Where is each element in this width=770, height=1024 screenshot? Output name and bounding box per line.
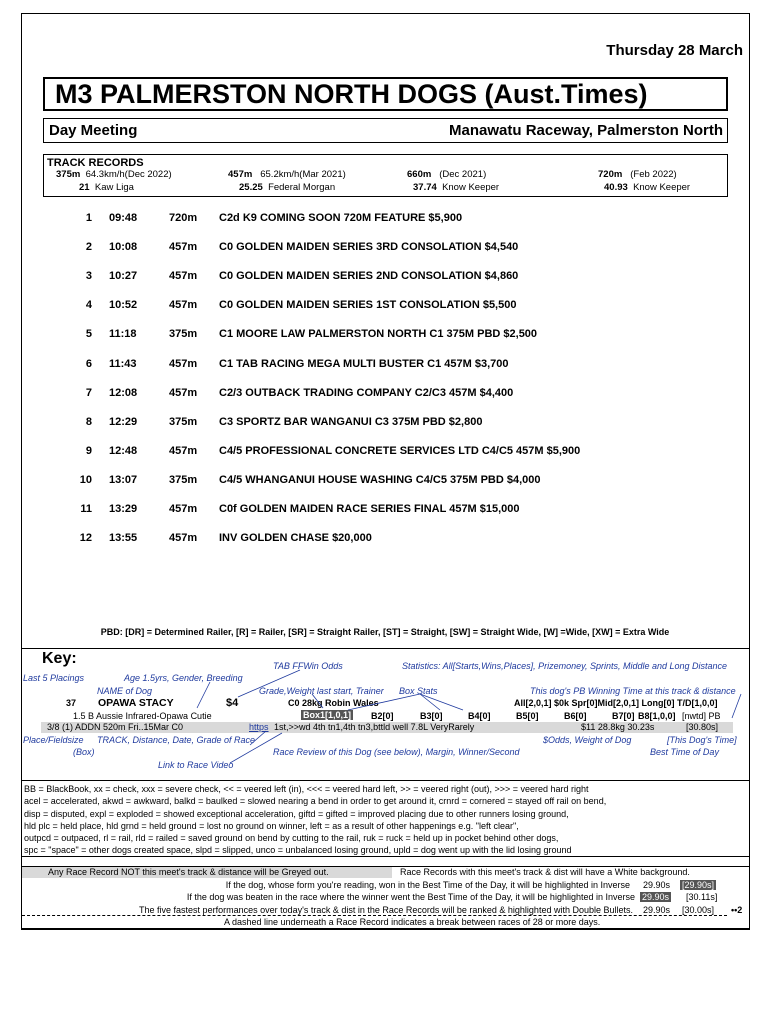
glossary-line: hld plc = held place, hld grnd = held ground = lost no ground on winner, left = as a result of other happenings e.g. "left clear", bbox=[24, 820, 519, 831]
record-speed: (Feb 2022) bbox=[630, 169, 677, 180]
example-b7: B7[0] bbox=[612, 711, 635, 721]
hint-track: TRACK, Distance, Date, Grade of Race bbox=[97, 735, 256, 745]
race-time: 13:29 bbox=[109, 503, 138, 515]
legend-won: If the dog, whose form you're reading, won in the Best Time of the Day, it will be highlighted in Inverse bbox=[225, 880, 630, 890]
race-distance: 457m bbox=[169, 270, 198, 283]
race-number: 8 bbox=[85, 415, 92, 428]
pbd-legend: PBD: [DR] = Determined Railer, [R] = Railer, [SR] = Straight Railer, [ST] = Straight, [SW] = Straight Wide, [W] =Wide, [XW] = Extra Wide bbox=[100, 627, 670, 637]
race-distance: 457m bbox=[169, 444, 198, 457]
hint-best-time: Best Time of Day bbox=[650, 747, 719, 757]
legend-white: Race Records with this meet's track & dist will have a White background. bbox=[400, 867, 690, 877]
race-name: C2/3 OUTBACK TRADING COMPANY C2/C3 457M $4,400 bbox=[219, 386, 514, 399]
glossary bbox=[21, 780, 750, 857]
arrow-tab bbox=[238, 670, 300, 697]
race-distance: 375m bbox=[169, 328, 198, 341]
glossary-line: disp = disputed, expl = exploded = showed exceptional acceleration, giftd = gifted = improved placing due to other runners losing ground, bbox=[24, 808, 569, 819]
race-time: 10:08 bbox=[109, 241, 138, 254]
record-time: 40.93 bbox=[604, 182, 628, 193]
record-speed: (Dec 2021) bbox=[439, 169, 487, 180]
dashed-separator bbox=[22, 915, 727, 916]
legend-fastest-time: 29.90s bbox=[643, 905, 671, 915]
race-number: 5 bbox=[85, 328, 92, 341]
race-name: C0f GOLDEN MAIDEN RACE SERIES FINAL 457M $15,000 bbox=[219, 503, 520, 515]
race-number: 6 bbox=[85, 357, 92, 370]
example-b2: B2[0] bbox=[371, 711, 394, 721]
race-time: 13:07 bbox=[109, 473, 138, 486]
legend-dashed: A dashed line underneath a Race Record indicates a break between races of 28 or more days. bbox=[224, 917, 601, 927]
example-review: 1st,>>wd 4th tn1,4th tn3,bttld well 7.8L VeryRarely bbox=[274, 722, 475, 732]
race-name: C1 TAB RACING MEGA MULTI BUSTER C1 457M $3,700 bbox=[219, 357, 509, 370]
arrow-box3 bbox=[420, 694, 440, 710]
record-time: 21 bbox=[79, 182, 90, 193]
example-box: 37 bbox=[66, 698, 77, 708]
race-time: 12:29 bbox=[109, 415, 138, 428]
race-name: C3 SPORTZ BAR WANGANUI C3 375M PBD $2,800 bbox=[219, 415, 483, 428]
race-name: C0 GOLDEN MAIDEN SERIES 1ST CONSOLATION $5,500 bbox=[219, 299, 517, 312]
record-speed: 65.2km/h(Mar 2021) bbox=[260, 169, 346, 180]
hint-video: Link to Race Video bbox=[158, 760, 234, 770]
race-number: 4 bbox=[85, 299, 92, 312]
race-number: 12 bbox=[79, 532, 92, 545]
example-form-line: 3/8 (1) ADDN 520m Fri..15Mar C0 bbox=[47, 722, 184, 732]
race-time: 12:48 bbox=[109, 444, 138, 457]
record-dog: Know Keeper bbox=[442, 182, 500, 193]
race-distance: 720m bbox=[169, 212, 198, 224]
race-time: 11:18 bbox=[109, 328, 137, 341]
race-number: 10 bbox=[79, 473, 92, 486]
legend-beaten-time: 29.90s bbox=[642, 892, 670, 902]
race-distance: 375m bbox=[169, 473, 198, 486]
race-distance: 375m bbox=[169, 415, 198, 428]
race-name: C4/5 WHANGANUI HOUSE WASHING C4/C5 375M PBD $4,000 bbox=[219, 473, 541, 486]
race-distance: 457m bbox=[169, 386, 198, 399]
arrow-box1 bbox=[348, 694, 420, 710]
race-distance: 457m bbox=[169, 357, 198, 370]
legend-fastest-rank: ••2 bbox=[731, 905, 743, 915]
meeting-type: Day Meeting bbox=[49, 122, 138, 139]
race-distance: 457m bbox=[169, 532, 198, 545]
hint-box: (Box) bbox=[73, 747, 95, 757]
legend-fastest-best: [30.00s] bbox=[682, 905, 715, 915]
race-time: 10:27 bbox=[109, 270, 138, 283]
example-box1: Box1[1,0,1] bbox=[303, 710, 352, 720]
example-odds-weight: $11 28.8kg 30.23s bbox=[581, 722, 655, 732]
race-name: C4/5 PROFESSIONAL CONCRETE SERVICES LTD C4/C5 457M $5,900 bbox=[219, 444, 581, 457]
race-distance: 457m bbox=[169, 299, 198, 312]
legend-beaten-best: [30.11s] bbox=[686, 892, 718, 902]
example-pb: [nwtd] PB bbox=[682, 711, 721, 721]
hint-tab-odds: TAB FFWin Odds bbox=[273, 661, 343, 671]
race-number: 7 bbox=[85, 386, 92, 399]
arrow-video bbox=[230, 733, 282, 763]
record-distance: 660m bbox=[407, 169, 432, 180]
record-time: 25.25 bbox=[239, 182, 263, 193]
hint-place: Place/Fieldsize bbox=[23, 735, 84, 745]
hint-odds-weight: $Odds, Weight of Dog bbox=[543, 735, 632, 745]
track-records-heading: TRACK RECORDS bbox=[47, 157, 144, 169]
race-time: 09:48 bbox=[109, 212, 138, 224]
hint-last5: Last 5 Placings bbox=[23, 673, 85, 683]
record-speed: 64.3km/h(Dec 2022) bbox=[85, 169, 172, 180]
race-number: 2 bbox=[85, 241, 92, 254]
example-b5: B5[0] bbox=[516, 711, 539, 721]
hint-grade: Grade,Weight last start, Trainer bbox=[259, 686, 384, 696]
race-video-link[interactable]: https bbox=[249, 722, 269, 732]
race-number: 9 bbox=[85, 444, 92, 457]
hint-review: Race Review of this Dog (see below), Margin, Winner/Second bbox=[273, 747, 520, 757]
race-time: 12:08 bbox=[109, 386, 138, 399]
race-time: 13:55 bbox=[109, 532, 138, 545]
example-b6: B6[0] bbox=[564, 711, 587, 721]
example-odds: $4 bbox=[226, 697, 239, 709]
race-distance: 457m bbox=[169, 503, 198, 515]
race-name: C0 GOLDEN MAIDEN SERIES 2ND CONSOLATION $4,860 bbox=[219, 270, 519, 283]
example-all-stats: All[2,0,1] $0k Spr[0]Mid[2,0,1] Long[0] T/D[1,0,0] bbox=[514, 698, 718, 708]
hint-dog-name: NAME of Dog bbox=[97, 686, 153, 696]
arrow-pb bbox=[732, 694, 741, 718]
race-number: 3 bbox=[85, 270, 92, 283]
example-b8: B8[1,0,0] bbox=[638, 711, 676, 721]
race-number: 1 bbox=[85, 212, 92, 224]
meeting-date: Thursday 28 March bbox=[606, 42, 743, 59]
example-b3: B3[0] bbox=[420, 711, 443, 721]
arrow-box4 bbox=[420, 694, 463, 710]
legend-beaten: If the dog was beaten in the race where the winner went the Best Time of the Day, it will be highlighted in Inverse bbox=[186, 892, 635, 902]
race-name: INV GOLDEN CHASE $20,000 bbox=[219, 532, 372, 545]
example-breeding: 1.5 B Aussie Infrared-Opawa Cutie bbox=[73, 711, 212, 721]
hint-this-time: [This Dog's Time] bbox=[667, 735, 737, 745]
arrow-age bbox=[197, 682, 210, 708]
key-heading: Key: bbox=[42, 650, 77, 667]
glossary-line: BB = BlackBook, xx = check, xxx = severe check, << = veered left (in), <<< = veered hard left, >> = veered right (out), >>> = veered hard right bbox=[24, 784, 589, 794]
race-time: 10:52 bbox=[109, 299, 138, 312]
hint-pb: This dog's PB Winning Time at this track & distance bbox=[530, 686, 736, 696]
race-distance: 457m bbox=[169, 241, 198, 254]
meeting-title: M3 PALMERSTON NORTH DOGS (Aust.Times) bbox=[43, 77, 728, 111]
hint-box-stats: Box Stats bbox=[399, 686, 438, 696]
record-distance: 457m bbox=[228, 169, 253, 180]
venue-name: Manawatu Raceway, Palmerston North bbox=[449, 122, 723, 139]
arrow-grade bbox=[312, 694, 323, 708]
legend-greyed: Any Race Record NOT this meet's track & distance will be Greyed out. bbox=[48, 867, 329, 877]
legend-won-best: [29.90s] bbox=[682, 880, 715, 890]
example-best-time: [30.80s] bbox=[686, 722, 719, 732]
legend-won-time: 29.90s bbox=[643, 880, 671, 890]
hint-statistics: Statistics: All[Starts,Wins,Places], Prizemoney, Sprints, Middle and Long Distance bbox=[402, 661, 728, 671]
example-dog-name: OPAWA STACY bbox=[98, 697, 174, 709]
race-name: C1 MOORE LAW PALMERSTON NORTH C1 375M PBD $2,500 bbox=[219, 328, 538, 341]
race-name: C0 GOLDEN MAIDEN SERIES 3RD CONSOLATION $4,540 bbox=[219, 241, 519, 254]
legend-fastest: The five fastest performances over today's track & dist in the Race Records will be ranked & highlighted with Double Bullets. bbox=[139, 905, 633, 915]
record-dog: Know Keeper bbox=[633, 182, 691, 193]
record-dog: Kaw Liga bbox=[94, 182, 134, 193]
race-time: 11:43 bbox=[109, 357, 137, 370]
record-distance: 720m bbox=[598, 169, 623, 180]
arrow-track bbox=[250, 731, 266, 745]
record-dog: Federal Morgan bbox=[268, 182, 336, 193]
glossary-line: spc = "space" = other dogs created space, slpd = slipped, unco = unbalanced losing ground, upld = dog went up with the lid losing ground bbox=[24, 845, 572, 856]
record-distance: 375m bbox=[56, 169, 81, 180]
hint-age: Age 1.5yrs, Gender, Breeding bbox=[124, 673, 243, 683]
record-time: 37.74 bbox=[413, 182, 437, 193]
glossary-line: acel = accelerated, akwd = awkward, balkd = baulked = slowed nearing a bend in order to get around it, crnrd = cornered = stayed off rail on bend, bbox=[24, 796, 607, 807]
glossary-line: outpcd = outpaced, rl = rail, rld = railed = saved ground on bend by cutting to the rail, ruk = ruck = held up in pocket behind other dogs, bbox=[24, 833, 559, 844]
race-name: C2d K9 COMING SOON 720M FEATURE $5,900 bbox=[219, 212, 463, 224]
race-number: 11 bbox=[80, 503, 92, 515]
example-grade-trainer: C0 28kg Robin Wales bbox=[288, 698, 379, 708]
example-b4: B4[0] bbox=[468, 711, 491, 721]
